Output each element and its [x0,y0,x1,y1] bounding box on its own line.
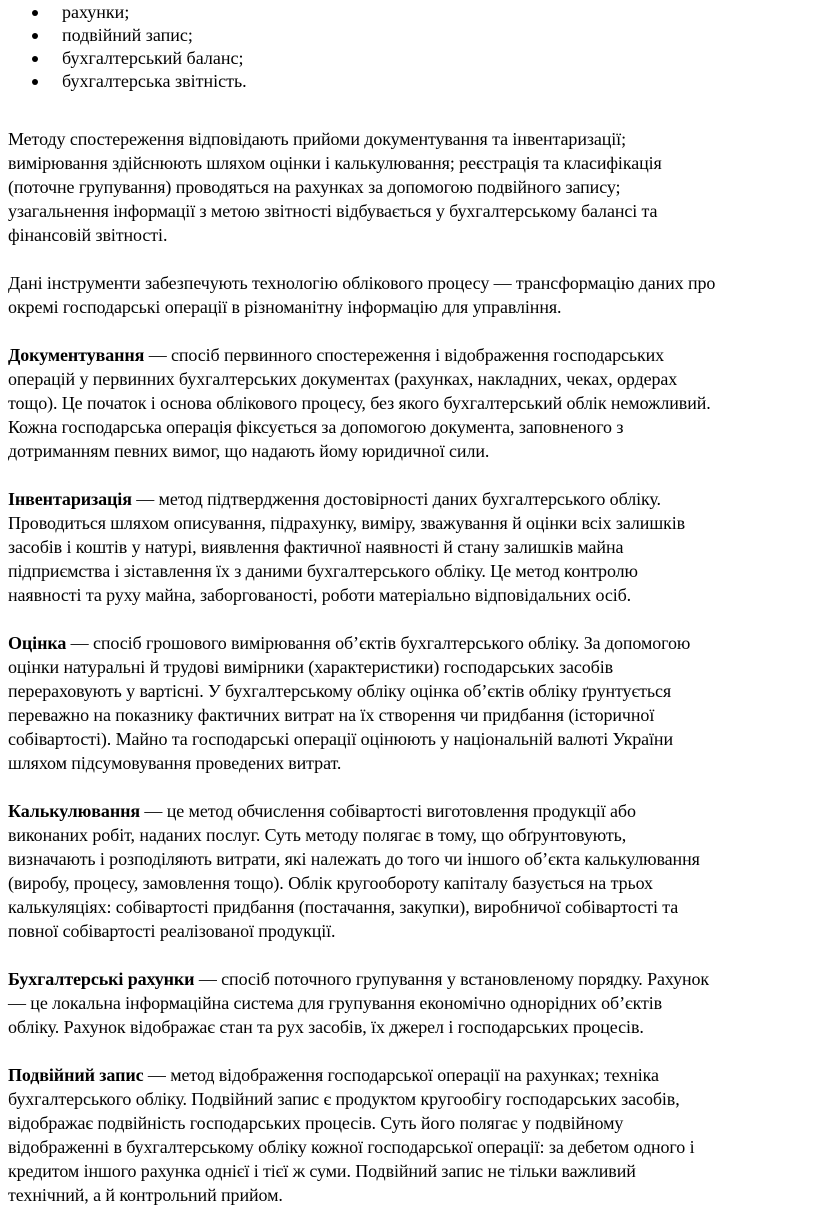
text-line: дотриманням певних вимог, що надають йому юридичної сили. [8,441,490,461]
text-line: калькуляціях: собівартості придбання (постачання, закупки), виробничої собівартості та [8,897,679,917]
text-line: узагальнення інформації з метою звітності відбувається у бухгалтерському балансі та [8,201,658,221]
text-line: Дані інструменти забезпечують технологію облікового процесу — трансформацію даних про [8,273,716,293]
text-line: тощо). Це початок і основа облікового процесу, без якого бухгалтерський облік неможливий. [8,393,711,413]
list-item [8,46,816,69]
bullet-icon [32,33,38,39]
text-line: — це метод обчислення собівартості виготовлення продукції або [140,801,636,821]
list-item [8,0,816,23]
text-line: переважно на показнику фактичних витрат на їх створення чи придбання (історичної [8,705,655,725]
term-costing: Калькулювання [8,801,141,821]
paragraph-inventory [8,487,816,607]
text-line: — спосіб грошового вимірювання об’єктів бухгалтерського обліку. За допомогою [66,633,691,653]
list-item-text: бухгалтерська звітність. [62,71,247,91]
text-line: кредитом іншого рахунка однієї і тієї ж суми. Подвійний запис не тільки важливий [8,1161,636,1181]
text-line: окремі господарські операції в різноманітну інформацію для управління. [8,297,562,317]
paragraph-accounts [8,967,816,1039]
list-item-text: бухгалтерський баланс; [62,48,244,68]
text-line: шляхом підсумовування проведених витрат. [8,753,342,773]
text-line: (поточне групування) проводяться на рахунках за допомогою подвійного запису; [8,177,621,197]
paragraph-double-entry [8,1063,816,1207]
list-item [8,69,816,92]
term-valuation: Оцінка [8,633,67,653]
text-line: оцінки натуральні й трудові вимірники (характеристики) господарських засобів [8,657,614,677]
text-line: відображає подвійність господарських процесів. Суть його полягає у подвійному [8,1113,624,1133]
list-item-text: подвійний запис; [62,25,193,45]
text-line: Проводиться шляхом описування, підрахунку, виміру, зважування й оцінки всіх залишків [8,513,686,533]
text-line: Кожна господарська операція фіксується за допомогою документа, заповненого з [8,417,624,437]
bullet-icon [32,10,38,16]
text-line: — спосіб первинного спостереження і відображення господарських [144,345,665,365]
text-line: (виробу, процесу, замовлення тощо). Облік кругообороту капіталу базується на трьох [8,873,653,893]
bullet-icon [32,56,38,62]
text-line: — метод відображення господарської операції на рахунках; техніка [143,1065,659,1085]
text-line: наявності та руху майна, заборгованості, роботи матеріально відповідальних осіб. [8,585,632,605]
text-line: повної собівартості реалізованої продукції. [8,921,336,941]
term-inventory: Інвентаризація [8,489,132,509]
text-line: підприємства і зіставлення їх з даними бухгалтерського обліку. Це метод контролю [8,561,638,581]
term-accounts: Бухгалтерські рахунки [8,969,195,989]
text-line: засобів і коштів у натурі, виявлення фактичної наявності й стану залишків майна [8,537,624,557]
term-double-entry: Подвійний запис [8,1065,144,1085]
text-line: бухгалтерського обліку. Подвійний запис є продуктом кругообігу господарських засобів, [8,1089,680,1109]
text-line: — це локальна інформаційна система для групування економічно однорідних об’єктів [8,993,663,1013]
text-line: виконаних робіт, наданих послуг. Суть методу полягає в тому, що обґрунтовують, [8,825,627,845]
text-line: відображенні в бухгалтерському обліку кожної господарської операції: за дебетом одного і [8,1137,695,1157]
paragraph-methods-correspondence [8,127,816,247]
term-documenting: Документування [8,345,145,365]
text-line: технічний, а й контрольний прийом. [8,1185,283,1205]
text-line: Методу спостереження відповідають прийоми документування та інвентаризації; [8,129,626,149]
text-line: фінансовій звітності. [8,225,168,245]
text-line: обліку. Рахунок відображає стан та рух засобів, їх джерел і господарських процесів. [8,1017,644,1037]
bullet-icon [32,79,38,85]
paragraph-tools [8,271,816,319]
list-item [8,23,816,46]
paragraph-costing [8,799,816,943]
text-line: — спосіб поточного групування у встановленому порядку. Рахунок [194,969,710,989]
paragraph-documenting [8,343,816,463]
text-line: собівартості). Майно та господарські операції оцінюють у національній валюті України [8,729,673,749]
paragraph-valuation [8,631,816,775]
text-line: перераховують у вартісні. У бухгалтерському обліку оцінка об’єктів обліку ґрунтується [8,681,672,701]
text-line: операцій у первинних бухгалтерських документах (рахунках, накладних, чеках, ордерах [8,369,678,389]
method-elements-list [8,0,816,92]
text-line: — метод підтвердження достовірності даних бухгалтерського обліку. [131,489,661,509]
text-line: вимірювання здійснюють шляхом оцінки і калькулювання; реєстрація та класифікація [8,153,662,173]
text-line: визначають і розподіляють витрати, які належать до того чи іншого об’єкта калькулювання [8,849,700,869]
list-item-text: рахунки; [62,2,130,22]
